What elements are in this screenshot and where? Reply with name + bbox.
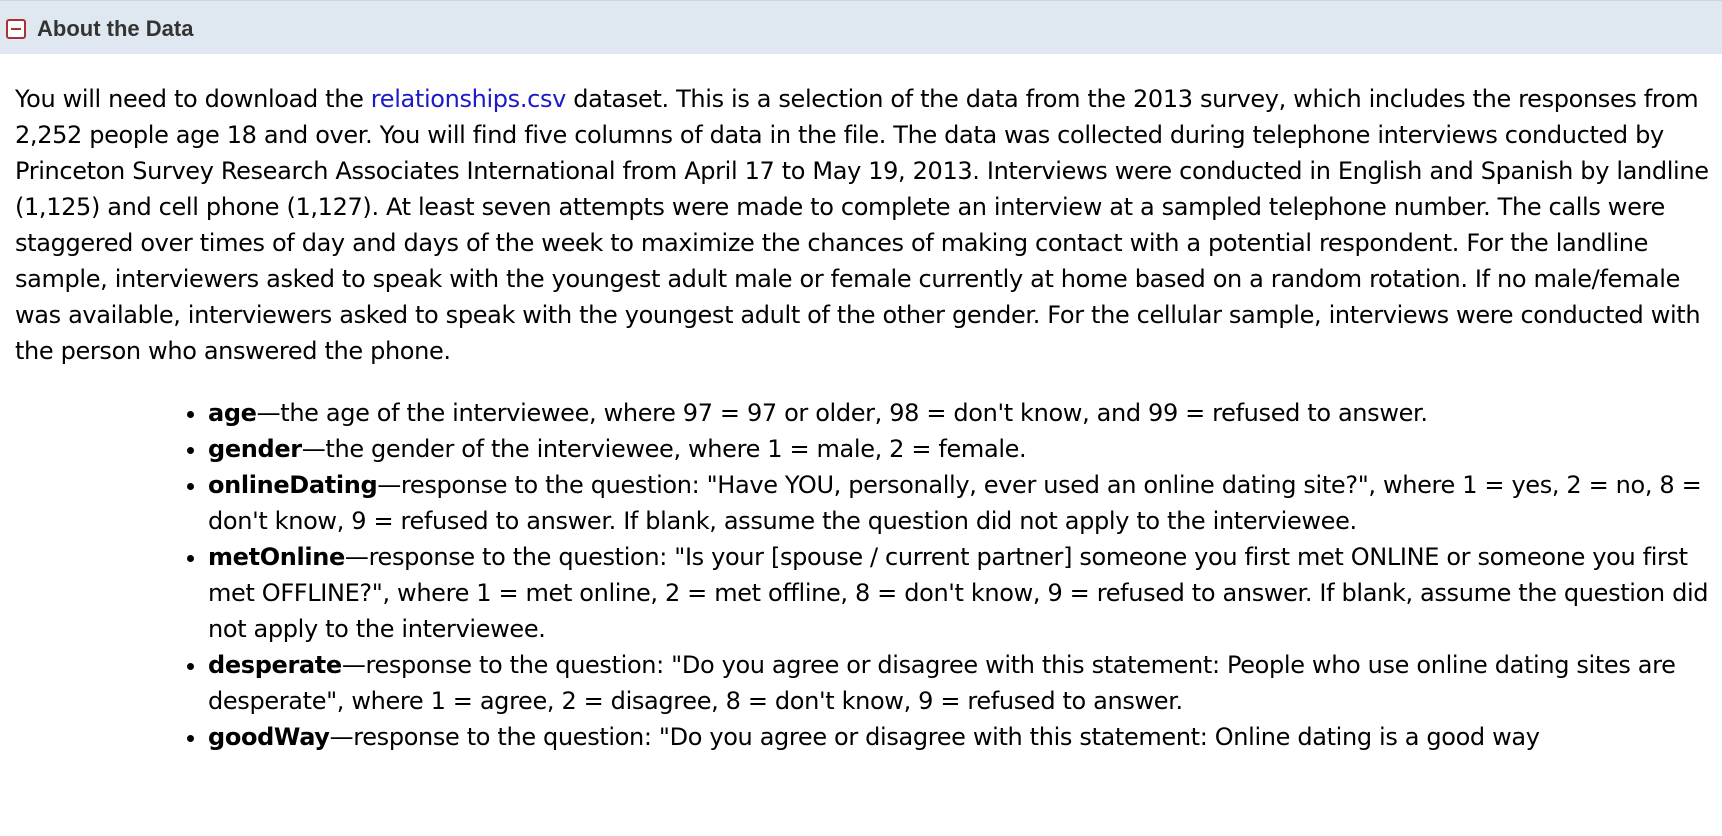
list-item-desperate — [208, 647, 1720, 719]
list-item-good-way — [208, 719, 1720, 755]
variable-name: onlineDating — [208, 471, 378, 499]
variable-description: —response to the question: "Is your [spouse / current partner] someone you first met ONLINE or someone you first met OFFLINE?", where 1 = met online, 2 = met offline, 8 = don't know, 9 = refused to answer. If blank, assume the question did not apply to the interviewee. — [208, 543, 1709, 643]
variable-description: —response to the question: "Do you agree or disagree with this statement: People who use online dating sites are desperate", where 1 = agree, 2 = disagree, 8 = don't know, 9 = refused to answer. — [208, 651, 1676, 715]
variable-description: —the gender of the interviewee, where 1 = male, 2 = female. — [301, 435, 1027, 463]
list-item-online-dating — [208, 467, 1720, 539]
variable-description: —the age of the interviewee, where 97 = 97 or older, 98 = don't know, and 99 = refused to answer. — [256, 399, 1428, 427]
intro-paragraph — [15, 81, 1720, 369]
variable-name: metOnline — [208, 543, 345, 571]
intro-text-after-link: dataset. This is a selection of the data from the 2013 survey, which includes the responses from 2,252 people age 18 and over. You will find five columns of data in the file. The data was collected during telephone interviews conducted by Princeton Survey Research Associates International from April 17 to May 19, 2013. Interviews were conducted in English and Spanish by landline (1,125) and cell phone (1,127). At least seven attempts were made to complete an interview at a sampled telephone number. The calls were staggered over times of day and days of the week to maximize the chances of making contact with a potential respondent. For the landline sample, interviewers asked to speak with the youngest adult male or female currently at home based on a random rotation. If no male/female was available, interviewers asked to speak with the youngest adult of the other gender. For the cellular sample, interviews were conducted with the person who answered the phone. — [15, 85, 1709, 365]
list-item-met-online — [208, 539, 1720, 647]
variable-name: desperate — [208, 651, 342, 679]
dataset-download-link[interactable]: relationships.csv — [370, 85, 566, 113]
variable-name: gender — [208, 435, 302, 463]
minus-square-icon[interactable] — [6, 19, 26, 39]
variable-description: —response to the question: "Do you agree or disagree with this statement: Online dating is a good way — [329, 723, 1540, 751]
section-header[interactable] — [0, 0, 1722, 54]
intro-text-before-link: You will need to download the — [15, 85, 371, 113]
list-item-gender — [208, 431, 1720, 467]
section-content — [15, 81, 1720, 755]
variable-name: goodWay — [208, 723, 330, 751]
variable-description: —response to the question: "Have YOU, personally, ever used an online dating site?", where 1 = yes, 2 = no, 8 = don't know, 9 = refused to answer. If blank, assume the question did not apply to the interviewee. — [208, 471, 1702, 535]
section-title: About the Data — [37, 16, 194, 41]
list-item-age — [208, 395, 1720, 431]
variable-list — [15, 395, 1720, 755]
variable-name: age — [208, 399, 257, 427]
